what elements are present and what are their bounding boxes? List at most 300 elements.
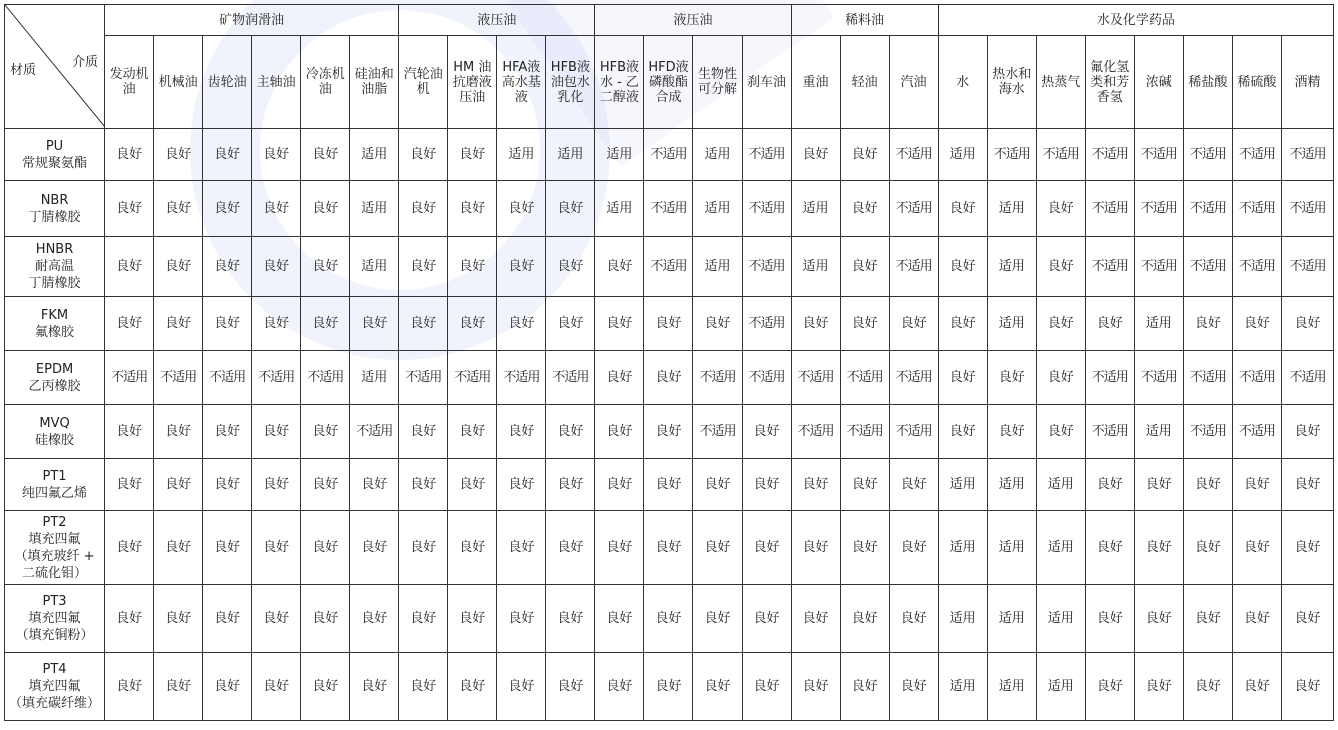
rating-cell: 不适用 bbox=[840, 351, 889, 405]
table-row bbox=[5, 237, 1334, 297]
column-header: 浓碱 bbox=[1134, 36, 1183, 129]
rating-cell: 适用 bbox=[693, 129, 742, 181]
rating-cell: 良好 bbox=[1281, 585, 1333, 653]
rating-cell: 良好 bbox=[1232, 653, 1281, 721]
rating-cell: 良好 bbox=[742, 585, 791, 653]
rating-cell: 良好 bbox=[693, 653, 742, 721]
rating-cell: 适用 bbox=[1134, 297, 1183, 351]
material-cell: NBR 丁腈橡胶 bbox=[5, 181, 105, 237]
rating-cell: 良好 bbox=[595, 459, 644, 511]
rating-cell: 良好 bbox=[1183, 297, 1232, 351]
rating-cell: 良好 bbox=[1036, 237, 1085, 297]
rating-cell: 良好 bbox=[1085, 297, 1134, 351]
rating-cell: 良好 bbox=[448, 511, 497, 585]
column-header: HFB液油包水乳化 bbox=[546, 36, 595, 129]
rating-cell: 不适用 bbox=[203, 351, 252, 405]
column-header: 重油 bbox=[791, 36, 840, 129]
rating-cell: 良好 bbox=[399, 585, 448, 653]
rating-cell: 不适用 bbox=[1232, 405, 1281, 459]
table-row bbox=[5, 351, 1334, 405]
rating-cell: 良好 bbox=[644, 351, 693, 405]
rating-cell: 良好 bbox=[1232, 297, 1281, 351]
rating-cell: 良好 bbox=[1281, 511, 1333, 585]
compatibility-table bbox=[4, 4, 1334, 721]
rating-cell: 良好 bbox=[546, 237, 595, 297]
rating-cell: 良好 bbox=[203, 511, 252, 585]
rating-cell: 不适用 bbox=[1281, 129, 1333, 181]
rating-cell: 良好 bbox=[448, 237, 497, 297]
rating-cell: 良好 bbox=[448, 297, 497, 351]
rating-cell: 不适用 bbox=[399, 351, 448, 405]
rating-cell: 良好 bbox=[105, 653, 154, 721]
rating-cell: 良好 bbox=[889, 653, 938, 721]
rating-cell: 良好 bbox=[1281, 297, 1333, 351]
rating-cell: 良好 bbox=[595, 297, 644, 351]
rating-cell: 不适用 bbox=[1085, 237, 1134, 297]
rating-cell: 良好 bbox=[399, 405, 448, 459]
rating-cell: 适用 bbox=[350, 237, 399, 297]
rating-cell: 良好 bbox=[203, 237, 252, 297]
column-header: 主轴油 bbox=[252, 36, 301, 129]
rating-cell: 良好 bbox=[644, 653, 693, 721]
rating-cell: 良好 bbox=[1085, 459, 1134, 511]
rating-cell: 不适用 bbox=[448, 351, 497, 405]
rating-cell: 良好 bbox=[840, 181, 889, 237]
rating-cell: 良好 bbox=[595, 351, 644, 405]
rating-cell: 良好 bbox=[1036, 181, 1085, 237]
rating-cell: 良好 bbox=[1183, 511, 1232, 585]
table-row bbox=[5, 405, 1334, 459]
rating-cell: 良好 bbox=[1232, 511, 1281, 585]
rating-cell: 良好 bbox=[840, 511, 889, 585]
rating-cell: 良好 bbox=[301, 129, 350, 181]
rating-cell: 不适用 bbox=[889, 181, 938, 237]
rating-cell: 不适用 bbox=[1281, 181, 1333, 237]
rating-cell: 良好 bbox=[105, 511, 154, 585]
rating-cell: 良好 bbox=[1134, 511, 1183, 585]
rating-cell: 良好 bbox=[1232, 585, 1281, 653]
rating-cell: 良好 bbox=[350, 653, 399, 721]
rating-cell: 不适用 bbox=[1036, 129, 1085, 181]
rating-cell: 良好 bbox=[154, 181, 203, 237]
column-header: 汽轮油机 bbox=[399, 36, 448, 129]
rating-cell: 适用 bbox=[1036, 585, 1085, 653]
rating-cell: 适用 bbox=[595, 181, 644, 237]
column-header: 刹车油 bbox=[742, 36, 791, 129]
rating-cell: 良好 bbox=[301, 459, 350, 511]
rating-cell: 良好 bbox=[840, 297, 889, 351]
rating-cell: 良好 bbox=[154, 585, 203, 653]
rating-cell: 不适用 bbox=[1134, 237, 1183, 297]
rating-cell: 不适用 bbox=[1183, 181, 1232, 237]
column-header: 热蒸气 bbox=[1036, 36, 1085, 129]
rating-cell: 良好 bbox=[840, 585, 889, 653]
rating-cell: 良好 bbox=[644, 585, 693, 653]
rating-cell: 良好 bbox=[252, 405, 301, 459]
rating-cell: 不适用 bbox=[889, 351, 938, 405]
rating-cell: 良好 bbox=[791, 459, 840, 511]
rating-cell: 良好 bbox=[203, 405, 252, 459]
rating-cell: 良好 bbox=[1183, 459, 1232, 511]
rating-cell: 良好 bbox=[889, 459, 938, 511]
rating-cell: 不适用 bbox=[1232, 237, 1281, 297]
rating-cell: 适用 bbox=[1036, 511, 1085, 585]
rating-cell: 良好 bbox=[105, 237, 154, 297]
group-header-row bbox=[5, 5, 1334, 36]
group-header: 矿物润滑油 bbox=[105, 5, 399, 36]
rating-cell: 不适用 bbox=[1183, 237, 1232, 297]
rating-cell: 良好 bbox=[399, 511, 448, 585]
rating-cell: 不适用 bbox=[1134, 129, 1183, 181]
material-cell: PT3 填充四氟 （填充铜粉） bbox=[5, 585, 105, 653]
rating-cell: 良好 bbox=[497, 237, 546, 297]
rating-cell: 不适用 bbox=[1085, 351, 1134, 405]
material-cell: PT2 填充四氟 （填充玻纤 + 二硫化钼） bbox=[5, 511, 105, 585]
rating-cell: 良好 bbox=[497, 653, 546, 721]
rating-cell: 适用 bbox=[350, 351, 399, 405]
rating-cell: 良好 bbox=[595, 237, 644, 297]
column-header: HFD液磷酸酯合成 bbox=[644, 36, 693, 129]
rating-cell: 良好 bbox=[546, 181, 595, 237]
rating-cell: 良好 bbox=[448, 405, 497, 459]
rating-cell: 良好 bbox=[742, 405, 791, 459]
rating-cell: 良好 bbox=[252, 181, 301, 237]
rating-cell: 不适用 bbox=[154, 351, 203, 405]
column-header: HFB液水 - 乙二醇液 bbox=[595, 36, 644, 129]
table-row bbox=[5, 129, 1334, 181]
rating-cell: 适用 bbox=[987, 511, 1036, 585]
rating-cell: 良好 bbox=[203, 297, 252, 351]
group-header: 水及化学药品 bbox=[938, 5, 1333, 36]
rating-cell: 良好 bbox=[987, 351, 1036, 405]
rating-cell: 适用 bbox=[938, 653, 987, 721]
rating-cell: 良好 bbox=[448, 181, 497, 237]
rating-cell: 良好 bbox=[1085, 511, 1134, 585]
rating-cell: 不适用 bbox=[546, 351, 595, 405]
rating-cell: 良好 bbox=[301, 181, 350, 237]
rating-cell: 良好 bbox=[497, 405, 546, 459]
rating-cell: 适用 bbox=[938, 129, 987, 181]
rating-cell: 适用 bbox=[987, 585, 1036, 653]
rating-cell: 不适用 bbox=[1281, 351, 1333, 405]
material-cell: FKM 氟橡胶 bbox=[5, 297, 105, 351]
rating-cell: 良好 bbox=[399, 237, 448, 297]
rating-cell: 良好 bbox=[1183, 653, 1232, 721]
rating-cell: 良好 bbox=[203, 129, 252, 181]
rating-cell: 不适用 bbox=[693, 405, 742, 459]
rating-cell: 不适用 bbox=[742, 237, 791, 297]
rating-cell: 良好 bbox=[203, 181, 252, 237]
rating-cell: 良好 bbox=[252, 237, 301, 297]
table-row bbox=[5, 653, 1334, 721]
rating-cell: 适用 bbox=[350, 181, 399, 237]
rating-cell: 适用 bbox=[987, 297, 1036, 351]
rating-cell: 良好 bbox=[1281, 405, 1333, 459]
rating-cell: 良好 bbox=[301, 511, 350, 585]
rating-cell: 良好 bbox=[154, 653, 203, 721]
column-header: 齿轮油 bbox=[203, 36, 252, 129]
rating-cell: 良好 bbox=[693, 297, 742, 351]
material-cell: MVQ 硅橡胶 bbox=[5, 405, 105, 459]
rating-cell: 良好 bbox=[791, 129, 840, 181]
column-header: HFA液高水基液 bbox=[497, 36, 546, 129]
column-header: 水 bbox=[938, 36, 987, 129]
rating-cell: 良好 bbox=[938, 351, 987, 405]
material-cell: PU 常规聚氨酯 bbox=[5, 129, 105, 181]
rating-cell: 不适用 bbox=[1232, 351, 1281, 405]
rating-cell: 良好 bbox=[448, 653, 497, 721]
corner-header bbox=[5, 5, 105, 129]
rating-cell: 良好 bbox=[791, 297, 840, 351]
corner-material-label: 材质 bbox=[10, 63, 37, 78]
rating-cell: 良好 bbox=[252, 511, 301, 585]
rating-cell: 良好 bbox=[546, 459, 595, 511]
rating-cell: 适用 bbox=[987, 237, 1036, 297]
rating-cell: 适用 bbox=[791, 237, 840, 297]
rating-cell: 良好 bbox=[791, 653, 840, 721]
rating-cell: 适用 bbox=[1036, 459, 1085, 511]
rating-cell: 不适用 bbox=[742, 129, 791, 181]
rating-cell: 良好 bbox=[301, 297, 350, 351]
rating-cell: 不适用 bbox=[1134, 181, 1183, 237]
rating-cell: 良好 bbox=[546, 653, 595, 721]
rating-cell: 良好 bbox=[350, 459, 399, 511]
rating-cell: 不适用 bbox=[644, 129, 693, 181]
rating-cell: 不适用 bbox=[1183, 405, 1232, 459]
table-row bbox=[5, 585, 1334, 653]
rating-cell: 良好 bbox=[203, 585, 252, 653]
rating-cell: 良好 bbox=[938, 297, 987, 351]
rating-cell: 良好 bbox=[1183, 585, 1232, 653]
rating-cell: 良好 bbox=[252, 129, 301, 181]
table-row bbox=[5, 511, 1334, 585]
rating-cell: 良好 bbox=[546, 405, 595, 459]
rating-cell: 良好 bbox=[252, 585, 301, 653]
rating-cell: 良好 bbox=[350, 297, 399, 351]
rating-cell: 适用 bbox=[1134, 405, 1183, 459]
rating-cell: 良好 bbox=[644, 297, 693, 351]
rating-cell: 良好 bbox=[595, 585, 644, 653]
rating-cell: 良好 bbox=[693, 459, 742, 511]
column-header: 冷冻机油 bbox=[301, 36, 350, 129]
rating-cell: 良好 bbox=[693, 585, 742, 653]
rating-cell: 良好 bbox=[497, 181, 546, 237]
rating-cell: 良好 bbox=[546, 297, 595, 351]
rating-cell: 良好 bbox=[889, 297, 938, 351]
rating-cell: 不适用 bbox=[840, 405, 889, 459]
rating-cell: 良好 bbox=[105, 585, 154, 653]
rating-cell: 良好 bbox=[1036, 297, 1085, 351]
column-header: 机械油 bbox=[154, 36, 203, 129]
rating-cell: 良好 bbox=[448, 585, 497, 653]
rating-cell: 良好 bbox=[938, 405, 987, 459]
rating-cell: 良好 bbox=[644, 405, 693, 459]
rating-cell: 良好 bbox=[644, 511, 693, 585]
rating-cell: 适用 bbox=[595, 129, 644, 181]
rating-cell: 良好 bbox=[742, 511, 791, 585]
group-header: 稀料油 bbox=[791, 5, 938, 36]
rating-cell: 不适用 bbox=[889, 405, 938, 459]
rating-cell: 良好 bbox=[546, 511, 595, 585]
rating-cell: 良好 bbox=[252, 653, 301, 721]
rating-cell: 良好 bbox=[938, 237, 987, 297]
rating-cell: 不适用 bbox=[350, 405, 399, 459]
group-header: 液压油 bbox=[595, 5, 791, 36]
column-header: 热水和海水 bbox=[987, 36, 1036, 129]
rating-cell: 良好 bbox=[154, 129, 203, 181]
rating-cell: 适用 bbox=[1036, 653, 1085, 721]
rating-cell: 良好 bbox=[301, 585, 350, 653]
rating-cell: 良好 bbox=[938, 181, 987, 237]
rating-cell: 不适用 bbox=[742, 181, 791, 237]
rating-cell: 不适用 bbox=[1085, 405, 1134, 459]
rating-cell: 良好 bbox=[1085, 653, 1134, 721]
rating-cell: 良好 bbox=[546, 585, 595, 653]
table-row bbox=[5, 297, 1334, 351]
rating-cell: 不适用 bbox=[693, 351, 742, 405]
rating-cell: 良好 bbox=[497, 585, 546, 653]
rating-cell: 不适用 bbox=[1183, 351, 1232, 405]
rating-cell: 不适用 bbox=[791, 405, 840, 459]
rating-cell: 适用 bbox=[350, 129, 399, 181]
rating-cell: 不适用 bbox=[105, 351, 154, 405]
rating-cell: 良好 bbox=[105, 297, 154, 351]
column-header: 酒精 bbox=[1281, 36, 1333, 129]
column-header: 硅油和油脂 bbox=[350, 36, 399, 129]
rating-cell: 不适用 bbox=[1232, 181, 1281, 237]
rating-cell: 良好 bbox=[154, 237, 203, 297]
rating-cell: 良好 bbox=[105, 181, 154, 237]
rating-cell: 良好 bbox=[644, 459, 693, 511]
rating-cell: 良好 bbox=[1281, 459, 1333, 511]
rating-cell: 不适用 bbox=[742, 351, 791, 405]
rating-cell: 良好 bbox=[1134, 653, 1183, 721]
rating-cell: 良好 bbox=[203, 459, 252, 511]
rating-cell: 良好 bbox=[154, 511, 203, 585]
rating-cell: 良好 bbox=[595, 653, 644, 721]
rating-cell: 不适用 bbox=[1232, 129, 1281, 181]
rating-cell: 良好 bbox=[840, 129, 889, 181]
rating-cell: 良好 bbox=[1036, 405, 1085, 459]
table-row bbox=[5, 181, 1334, 237]
table-row bbox=[5, 459, 1334, 511]
rating-cell: 良好 bbox=[1036, 351, 1085, 405]
rating-cell: 适用 bbox=[791, 181, 840, 237]
rating-cell: 良好 bbox=[1232, 459, 1281, 511]
rating-cell: 良好 bbox=[399, 297, 448, 351]
material-cell: EPDM 乙丙橡胶 bbox=[5, 351, 105, 405]
rating-cell: 良好 bbox=[497, 297, 546, 351]
rating-cell: 适用 bbox=[546, 129, 595, 181]
rating-cell: 适用 bbox=[497, 129, 546, 181]
rating-cell: 不适用 bbox=[889, 237, 938, 297]
rating-cell: 适用 bbox=[987, 181, 1036, 237]
rating-cell: 适用 bbox=[987, 459, 1036, 511]
rating-cell: 良好 bbox=[840, 653, 889, 721]
column-header: 汽油 bbox=[889, 36, 938, 129]
material-cell: PT1 纯四氟乙烯 bbox=[5, 459, 105, 511]
material-cell: PT4 填充四氟 （填充碳纤维） bbox=[5, 653, 105, 721]
rating-cell: 良好 bbox=[595, 511, 644, 585]
column-header: 氟化氢类和芳香氢 bbox=[1085, 36, 1134, 129]
rating-cell: 良好 bbox=[1085, 585, 1134, 653]
rating-cell: 不适用 bbox=[987, 129, 1036, 181]
rating-cell: 良好 bbox=[203, 653, 252, 721]
rating-cell: 良好 bbox=[105, 405, 154, 459]
rating-cell: 良好 bbox=[1281, 653, 1333, 721]
rating-cell: 不适用 bbox=[889, 129, 938, 181]
rating-cell: 良好 bbox=[742, 459, 791, 511]
rating-cell: 良好 bbox=[301, 653, 350, 721]
rating-cell: 不适用 bbox=[1085, 181, 1134, 237]
rating-cell: 良好 bbox=[399, 181, 448, 237]
rating-cell: 良好 bbox=[252, 459, 301, 511]
rating-cell: 适用 bbox=[693, 181, 742, 237]
rating-cell: 不适用 bbox=[1183, 129, 1232, 181]
rating-cell: 良好 bbox=[448, 129, 497, 181]
rating-cell: 不适用 bbox=[497, 351, 546, 405]
rating-cell: 不适用 bbox=[644, 181, 693, 237]
rating-cell: 良好 bbox=[497, 511, 546, 585]
rating-cell: 良好 bbox=[889, 511, 938, 585]
group-header: 液压油 bbox=[399, 5, 595, 36]
column-header: HM 油抗磨液压油 bbox=[448, 36, 497, 129]
rating-cell: 良好 bbox=[154, 297, 203, 351]
column-header: 稀盐酸 bbox=[1183, 36, 1232, 129]
rating-cell: 不适用 bbox=[644, 237, 693, 297]
rating-cell: 良好 bbox=[399, 129, 448, 181]
rating-cell: 良好 bbox=[791, 585, 840, 653]
rating-cell: 良好 bbox=[693, 511, 742, 585]
rating-cell: 不适用 bbox=[791, 351, 840, 405]
rating-cell: 适用 bbox=[693, 237, 742, 297]
rating-cell: 良好 bbox=[154, 459, 203, 511]
column-header: 发动机油 bbox=[105, 36, 154, 129]
rating-cell: 不适用 bbox=[1281, 237, 1333, 297]
rating-cell: 良好 bbox=[840, 459, 889, 511]
rating-cell: 良好 bbox=[840, 237, 889, 297]
rating-cell: 良好 bbox=[350, 511, 399, 585]
rating-cell: 良好 bbox=[1134, 585, 1183, 653]
rating-cell: 适用 bbox=[938, 459, 987, 511]
column-header: 轻油 bbox=[840, 36, 889, 129]
column-header: 生物性可分解 bbox=[693, 36, 742, 129]
rating-cell: 良好 bbox=[448, 459, 497, 511]
column-header: 稀硫酸 bbox=[1232, 36, 1281, 129]
rating-cell: 良好 bbox=[301, 237, 350, 297]
rating-cell: 良好 bbox=[497, 459, 546, 511]
rating-cell: 不适用 bbox=[1085, 129, 1134, 181]
rating-cell: 良好 bbox=[987, 405, 1036, 459]
rating-cell: 良好 bbox=[154, 405, 203, 459]
rating-cell: 良好 bbox=[350, 585, 399, 653]
rating-cell: 不适用 bbox=[742, 297, 791, 351]
column-header-row bbox=[5, 36, 1334, 129]
rating-cell: 良好 bbox=[791, 511, 840, 585]
rating-cell: 适用 bbox=[938, 585, 987, 653]
rating-cell: 良好 bbox=[399, 459, 448, 511]
rating-cell: 良好 bbox=[105, 129, 154, 181]
rating-cell: 良好 bbox=[399, 653, 448, 721]
rating-cell: 良好 bbox=[742, 653, 791, 721]
rating-cell: 不适用 bbox=[252, 351, 301, 405]
rating-cell: 良好 bbox=[301, 405, 350, 459]
rating-cell: 良好 bbox=[595, 405, 644, 459]
rating-cell: 良好 bbox=[1134, 459, 1183, 511]
rating-cell: 适用 bbox=[987, 653, 1036, 721]
rating-cell: 良好 bbox=[105, 459, 154, 511]
rating-cell: 适用 bbox=[938, 511, 987, 585]
